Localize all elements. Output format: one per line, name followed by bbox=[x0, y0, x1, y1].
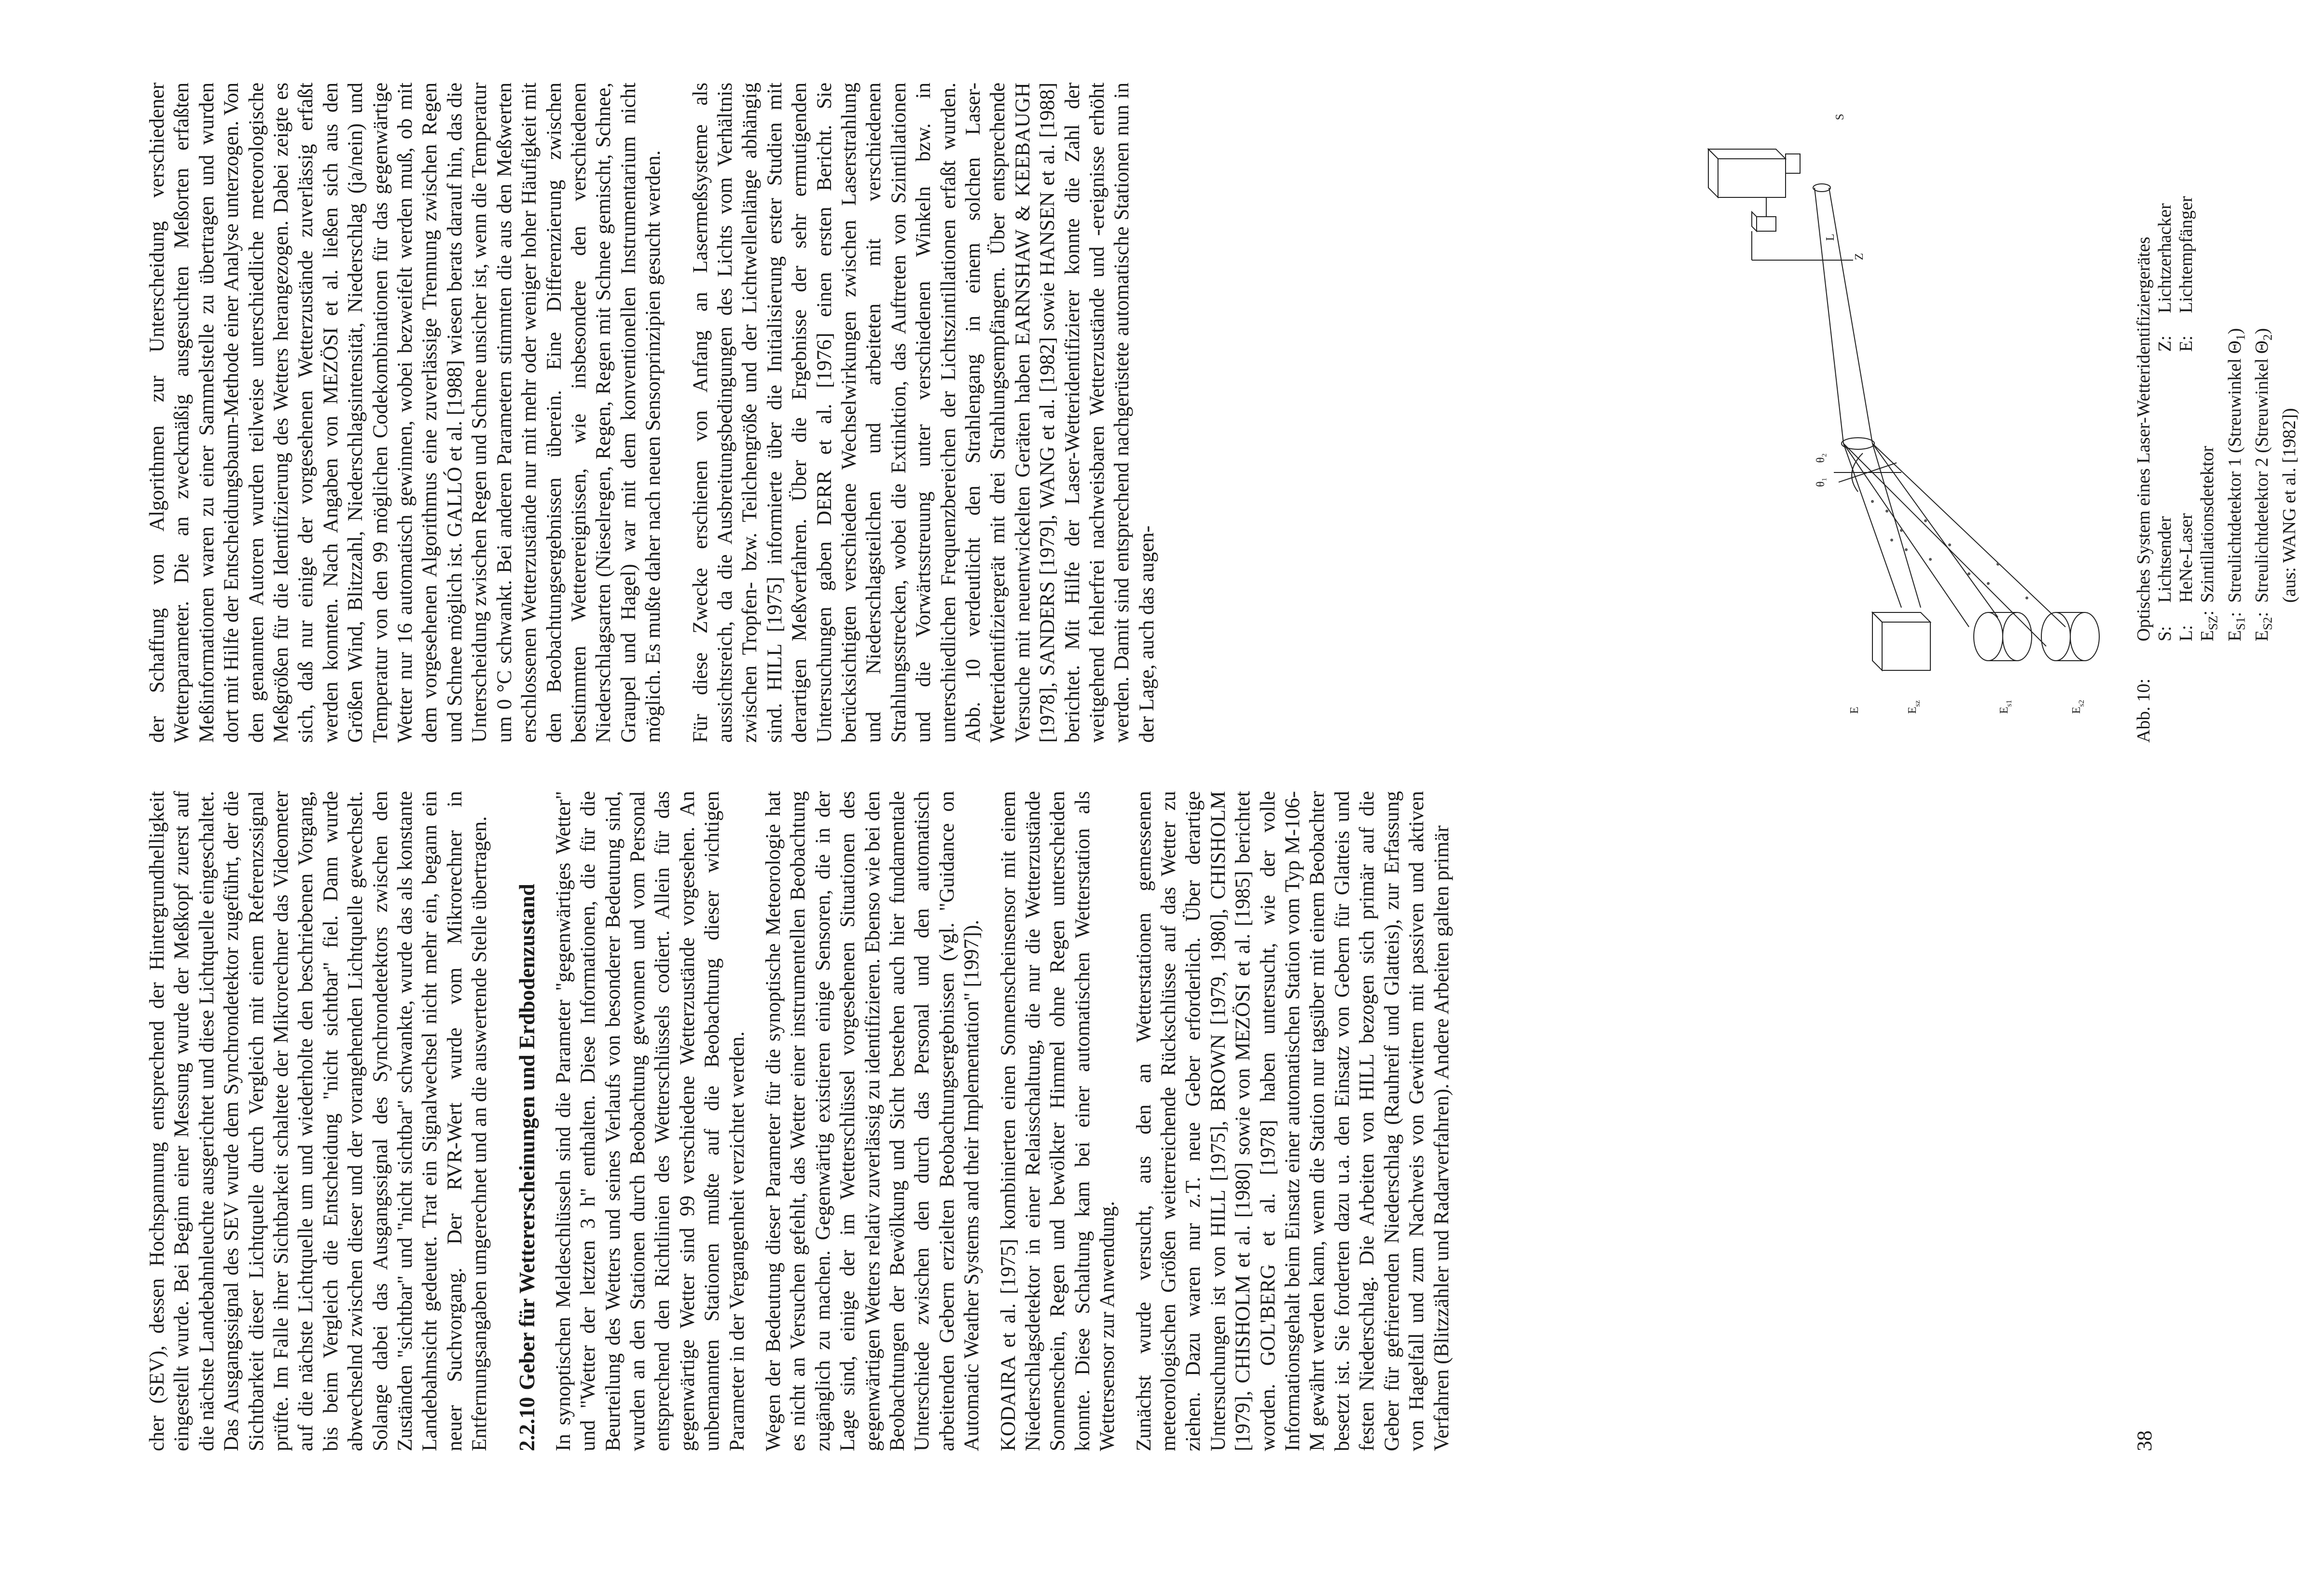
legend-source: (aus: WANG et al. [1982]) bbox=[2279, 408, 2300, 603]
label-theta2: θ₂ bbox=[1815, 453, 1827, 463]
page-number: 38 bbox=[2134, 1430, 2156, 1451]
legend-text: Szintillationsdetektor bbox=[2197, 445, 2217, 603]
legend-text: HeNe-Laser bbox=[2176, 513, 2196, 603]
legend-text: Lichtsender bbox=[2155, 516, 2175, 603]
legend-text: Lichtempfänger bbox=[2176, 196, 2196, 313]
paragraph-first-attempts: Zunächst wurde versucht, aus den an Wetterstationen gemessenen meteorologischen Größen weiterreichende Rückschlüsse auf das Wetter zu ziehen. Dazu waren nur z.T. neue Geber erforderlich. Über derartige Untersuchungen ist von HILL [1975], BROWN [1979, 1980], CHISHOLM [1979], CHISHOLM et al. [1980] sowie von MEZÖSI et al. [1985] berichtet worden. GOL'BERG et al. [1978] haben untersucht, wie der volle Informationsgehalt beim Einsatz einer automatischen Station vom Typ M-106-M gewährt werden kann, wenn die Station nur tagsüber mit einem Beobachter besetzt ist. Sie forderten dazu u.a. den Einsatz von Gebern für Glatteis und festen Niederschlag. Die Arbeiten von HILL bezogen sich primär auf die Geber für gefrierenden Niederschlag (Rauhreif und Glatteis), zur Erfassung von Hagelfall und zum Nachweis von Gewittern mit passiven und aktiven Verfahren (Blitzzähler und Radarverfahren). Andere Arbeiten galten primär bbox=[1132, 791, 1453, 1451]
label-s: S bbox=[1834, 113, 1846, 120]
legend-key: S: bbox=[2155, 626, 2175, 641]
legend-row-esz bbox=[2197, 72, 2224, 641]
legend-key: L: bbox=[2176, 625, 2196, 641]
paragraph-algorithms: der Schaffung von Algorithmen zur Unterscheidung verschiedener Wetterparameter. Die an zweckmäßig ausgesuchten Meßorten erfaßten Meßinformationen waren zu einer Sammelstelle zu übertragen und wurden dort mit Hilfe der Entscheidungsbaum-Methode einer Analyse unterzogen. Von den genannten Autoren wurden teilweise unterschiedliche meteorologische Meßgrößen für die Identifizierung des Wetters herangezogen. Dabei zeigte es sich, daß nur einige der vorgesehenen Wetterzustände zuverlässig erfaßt werden konnten. Nach Angaben von MEZÖSI et al. ließen sich aus den Größen Wind, Blitzzahl, Niederschlagsintensität, Niederschlag (ja/nein) und Temperatur von den 99 möglichen Codekombinationen für das gegenwärtige Wetter nur 16 automatisch gewinnen, wobei bezweifelt werden muß, ob mit dem vorgesehenen Algorithmus eine zuverlässige Trennung zwischen Regen und Schnee möglich ist. GALLÓ et al. [1988] wiesen berats darauf hin, das die Unterscheidung zwischen Regen und Schnee unsicher ist, wenn die Temperatur um 0 °C schwankt. Bei anderen Parametern stimmten die aus den Meßwerten erschlossenen Wetterzustände nur mit mehr oder weniger hoher Häufigkeit mit den Beobachtungsergebnissen überein. Eine Differenzierung zwischen bestimmten Wetterereignissen, wie insbesondere den verschiedenen Niederschlagsarten (Nieselregen, Regen, Regen mit Schnee gemischt, Schnee, Graupel und Hagel) war mit dem konventionellen Instrumentarium nicht möglich. Es mußte daher nach neuen Sensorprinzipien gesucht werden. bbox=[146, 83, 665, 743]
receiver-scatter-1 bbox=[1974, 612, 2032, 661]
receiver-szintillation bbox=[1872, 612, 1930, 670]
label-e: E bbox=[1848, 707, 1861, 714]
left-column bbox=[145, 791, 2070, 1451]
label-z: Z bbox=[1853, 253, 1866, 260]
legend-key: E: bbox=[2176, 335, 2196, 352]
right-column bbox=[145, 83, 1679, 743]
caption-title: Optisches System eines Laser-Wetteridentifiziergerätes bbox=[2134, 236, 2154, 641]
legend-text: Streulichtdetektor 2 (Streuwinkel $\Theta_2$) bbox=[2252, 328, 2275, 603]
section-title: Geber für Wettererscheinungen und Erdbodenzustand bbox=[514, 884, 539, 1390]
figure-caption bbox=[2133, 83, 2300, 743]
paragraph-importance: Wegen der Bedeutung dieser Parameter für die synoptische Meteorologie hat es nicht an Versuchen gefehlt, das Wetter einer instrumentellen Beobachtung zugänglich zu machen. Gegenwärtig existieren einige Sensoren, die in der Lage sind, einige der im Wetterschlüssel vorgesehenen Situationen des gegenwärtigen Wetters relativ zuverlässig zu identifizieren. Ebenso wie bei den Beobachtungen der Bewölkung und Sicht bestehen auch hier fundamentale Unterschiede zwischen den durch das Personal und den automatisch arbeitenden Gebern erzielten Beobachtungsergebnissen (vgl. "Guidance on Automatic Weather Systems and their Implementation" [1997]). bbox=[762, 791, 984, 1451]
legend-row-es2 bbox=[2251, 72, 2279, 641]
label-es1: $E_{s1}$ bbox=[1998, 700, 2013, 714]
legend-key: $E_{S2}$: bbox=[2252, 611, 2275, 641]
figure-laser-optical-system bbox=[1699, 83, 2114, 743]
paragraph-kodaira: KODAIRA et al. [1975] kombinierten einen Sonnenscheinsensor mit einem Niederschlagsdetektor in einer Relaisschaltung, die nur die Wetterzustände Sonnenschein, Regen und bewölkter Himmel ohne Regen unterscheiden konnte. Diese Schaltung kam bei einer automatischen Wetterstation als Wettersensor zur Anwendung. bbox=[997, 791, 1119, 1451]
paragraph-laser: Für diese Zwecke erschienen von Anfang an Lasermeßsysteme als aussichtsreich, da die Ausbreitungsbedingungen des Lichts vom Verhältnis zwischen Tropfen- bzw. Teilchengröße und der Lichtwellenlänge abhängig sind. HILL [1975] informierte über die Initialisierung erster Studien mit derartigen Meßverfahren. Über die Ergebnisse der sehr ermutigenden Untersuchungen gaben DERR et al. [1976] einen ersten Bericht. Sie berücksichtigten verschiedene Wechselwirkungen zwischen Laserstrahlung und Niederschlagsteilchen und arbeiteten mit verschiedenen Strahlungsstrecken, wobei die Extinktion, das Auftreten von Szintillationen und die Vorwärtsstreuung unter verschiedenen Winkeln bzw. in unterschiedlichen Frequenzbereichen der Lichtszintillationen erfaßt wurden. Abb. 10 verdeutlicht den Strahlengang in einem solchen Laser-Wetteridentifiziergerät mit drei Strahlungsempfängern. Über entsprechende Versuche mit neuentwickelten Geräten haben EARNSHAW & KEEBAUGH [1978], SANDERS [1979], WANG et al. [1982] sowie HANSEN et al. [1988] berichtet. Mit Hilfe der Laser-Wetteridentifizierer konnte die Zahl der weitgehend fehlerfrei nachweisbaren Wetterzustände und -ereignisse erhöht werden. Damit sind entsprechend nachgerüstete automatische Stationen nun in der Lage, auch das augen- bbox=[689, 83, 1158, 743]
receiver-scatter-2 bbox=[2041, 612, 2099, 661]
legend-text: Lichtzerhacker bbox=[2155, 203, 2175, 313]
legend-key: Z: bbox=[2155, 335, 2175, 352]
paragraph-synoptic: In synoptischen Meldeschlüsseln sind die Parameter "gegenwärtiges Wetter" und "Wetter der letzten 3 h" enthalten. Diese Informationen, die für die Beurteilung des Wetters und seines Verlaufs von besonderer Bedeutung sind, wurden an den Stationen durch Beobachtung gewonnen und vom Personal entsprechend den Richtlinien des Wetterschlüssels codiert. Allein für das gegenwärtige Wetter sind 99 verschiedene Wetterzustände vorgesehen. An unbemannten Stationen mußte auf die Beobachtung dieser wichtigen Parameter in der Vergangenheit verzichtet werden. bbox=[552, 791, 748, 1451]
section-heading bbox=[514, 791, 540, 1451]
legend-text: Streulichtdetektor 1 (Streuwinkel $\Theta_1$) bbox=[2224, 328, 2248, 603]
optical-system-diagram bbox=[1699, 83, 2114, 743]
label-l: L bbox=[1824, 234, 1837, 241]
legend-key: $E_{S1}$: bbox=[2224, 611, 2248, 641]
label-es2: $E_{s2}$ bbox=[2070, 700, 2086, 714]
caption-legend bbox=[2154, 83, 2300, 641]
section-number: 2.2.10 bbox=[514, 1397, 539, 1451]
label-esz: $E_{sz}$ bbox=[1906, 700, 1922, 714]
legend-row-es1 bbox=[2224, 72, 2252, 641]
legend-key: $E_{SZ}$: bbox=[2197, 610, 2220, 641]
caption-label: Abb. 10: bbox=[2134, 679, 2154, 743]
label-theta1: θ₁ bbox=[1815, 477, 1827, 487]
paragraph-intro: cher (SEV), dessen Hochspannung entsprechend der Hintergrundhelligkeit eingestellt wurde. Bei Beginn einer Messung wurde der Meßkopf zuerst auf die nächste Landebahnleuchte ausgerichtet und diese Lichtquelle eingeschaltet. Das Ausgangssignal des SEV wurde dem Synchrondetektor zugeführt, der die Sichtbarkeit dieser Lichtquelle durch Vergleich mit einem Referenzssignal prüfte. Im Falle ihrer Sichtbarkeit schaltete der Mikrorechner das Videometer auf die nächste Lichtquelle um und wiederholte den beschriebenen Vorgang, bis beim Vergleich die Entscheidung "nicht sichtbar" fiel. Dann wurde abwechselnd zwischen dieser und der vorangehenden Lichtquelle gewechselt. Solange dabei das Ausgangssignal des Synchrondetektors zwischen den Zuständen "sichtbar" und "nicht sichtbar" schwankte, wurde das als konstante Landebahnsicht gedeutet. Trat ein Signalwechsel nicht mehr ein, begann ein neuer Suchvorgang. Der RVR-Wert wurde vom Mikrorechner in Entfernungsangaben umgerechnet und an die auswertende Stelle übertragen. bbox=[146, 791, 491, 1451]
beam-main bbox=[1813, 184, 1921, 608]
